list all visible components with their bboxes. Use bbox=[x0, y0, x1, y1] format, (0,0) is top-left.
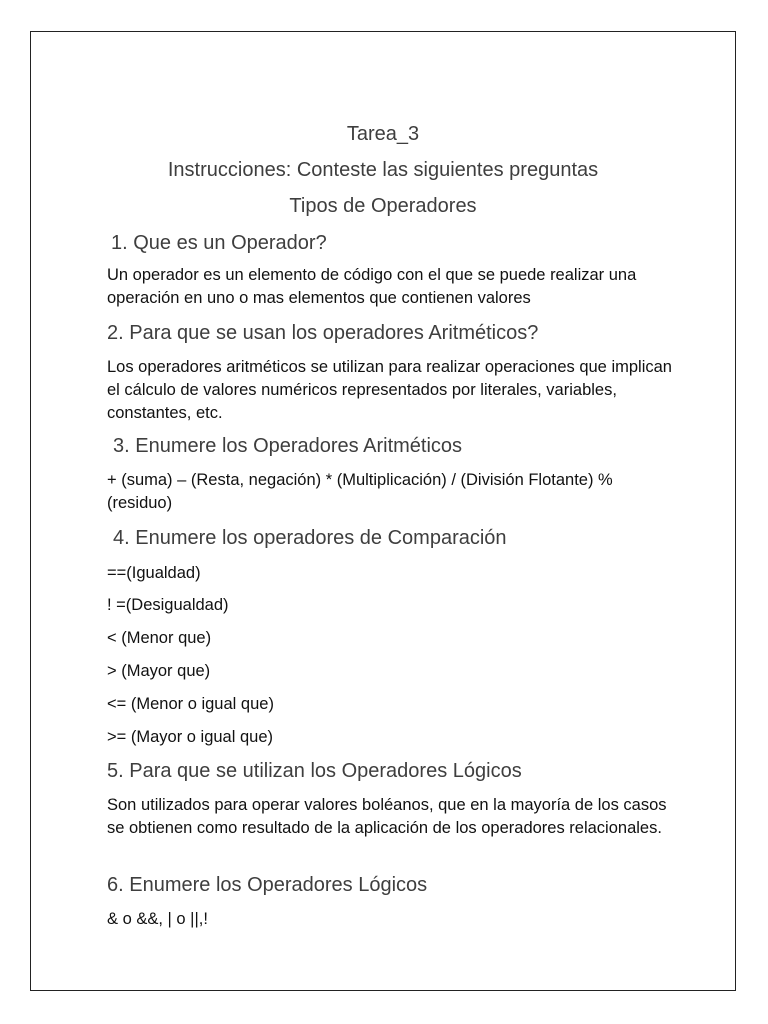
comparison-item: >= (Mayor o igual que) bbox=[107, 728, 274, 746]
document-page bbox=[30, 31, 736, 991]
answer-2: Los operadores aritméticos se utilizan para realizar operaciones que implican el cálculo de valores numéricos representados por literales, variables, constantes, etc. bbox=[107, 358, 672, 422]
comparison-item: ! =(Desigualdad) bbox=[107, 596, 229, 614]
answer-3: + (suma) – (Resta, negación) * (Multiplicación) / (División Flotante) % (residuo) bbox=[107, 471, 613, 512]
comparison-item: < (Menor que) bbox=[107, 629, 212, 647]
instructions-line: Instrucciones: Conteste las siguientes preguntas bbox=[167, 159, 599, 181]
comparison-item: ==(Igualdad) bbox=[107, 564, 201, 582]
question-3-heading: 3. Enumere los Operadores Aritméticos bbox=[113, 435, 463, 457]
question-4-heading: 4. Enumere los operadores de Comparación bbox=[113, 527, 507, 549]
comparison-item: > (Mayor que) bbox=[107, 662, 211, 680]
question-2-heading: 2. Para que se usan los operadores Aritméticos? bbox=[107, 322, 539, 344]
topic-heading: Tipos de Operadores bbox=[289, 195, 477, 217]
answer-5: Son utilizados para operar valores boléanos, que en la mayoría de los casos se obtienen como resultado de la aplicación de los operadores relacionales. bbox=[107, 796, 667, 837]
document-title: Tarea_3 bbox=[346, 123, 420, 145]
question-6-heading: 6. Enumere los Operadores Lógicos bbox=[107, 874, 428, 896]
question-5-heading: 5. Para que se utilizan los Operadores Lógicos bbox=[107, 760, 522, 782]
comparison-item: <= (Menor o igual que) bbox=[107, 695, 274, 713]
answer-6: & o &&, | o ||,! bbox=[107, 910, 208, 928]
answer-1: Un operador es un elemento de código con el que se puede realizar una operación en uno o mas elementos que contienen valores bbox=[107, 266, 637, 307]
question-1-heading: 1. Que es un Operador? bbox=[111, 232, 327, 254]
